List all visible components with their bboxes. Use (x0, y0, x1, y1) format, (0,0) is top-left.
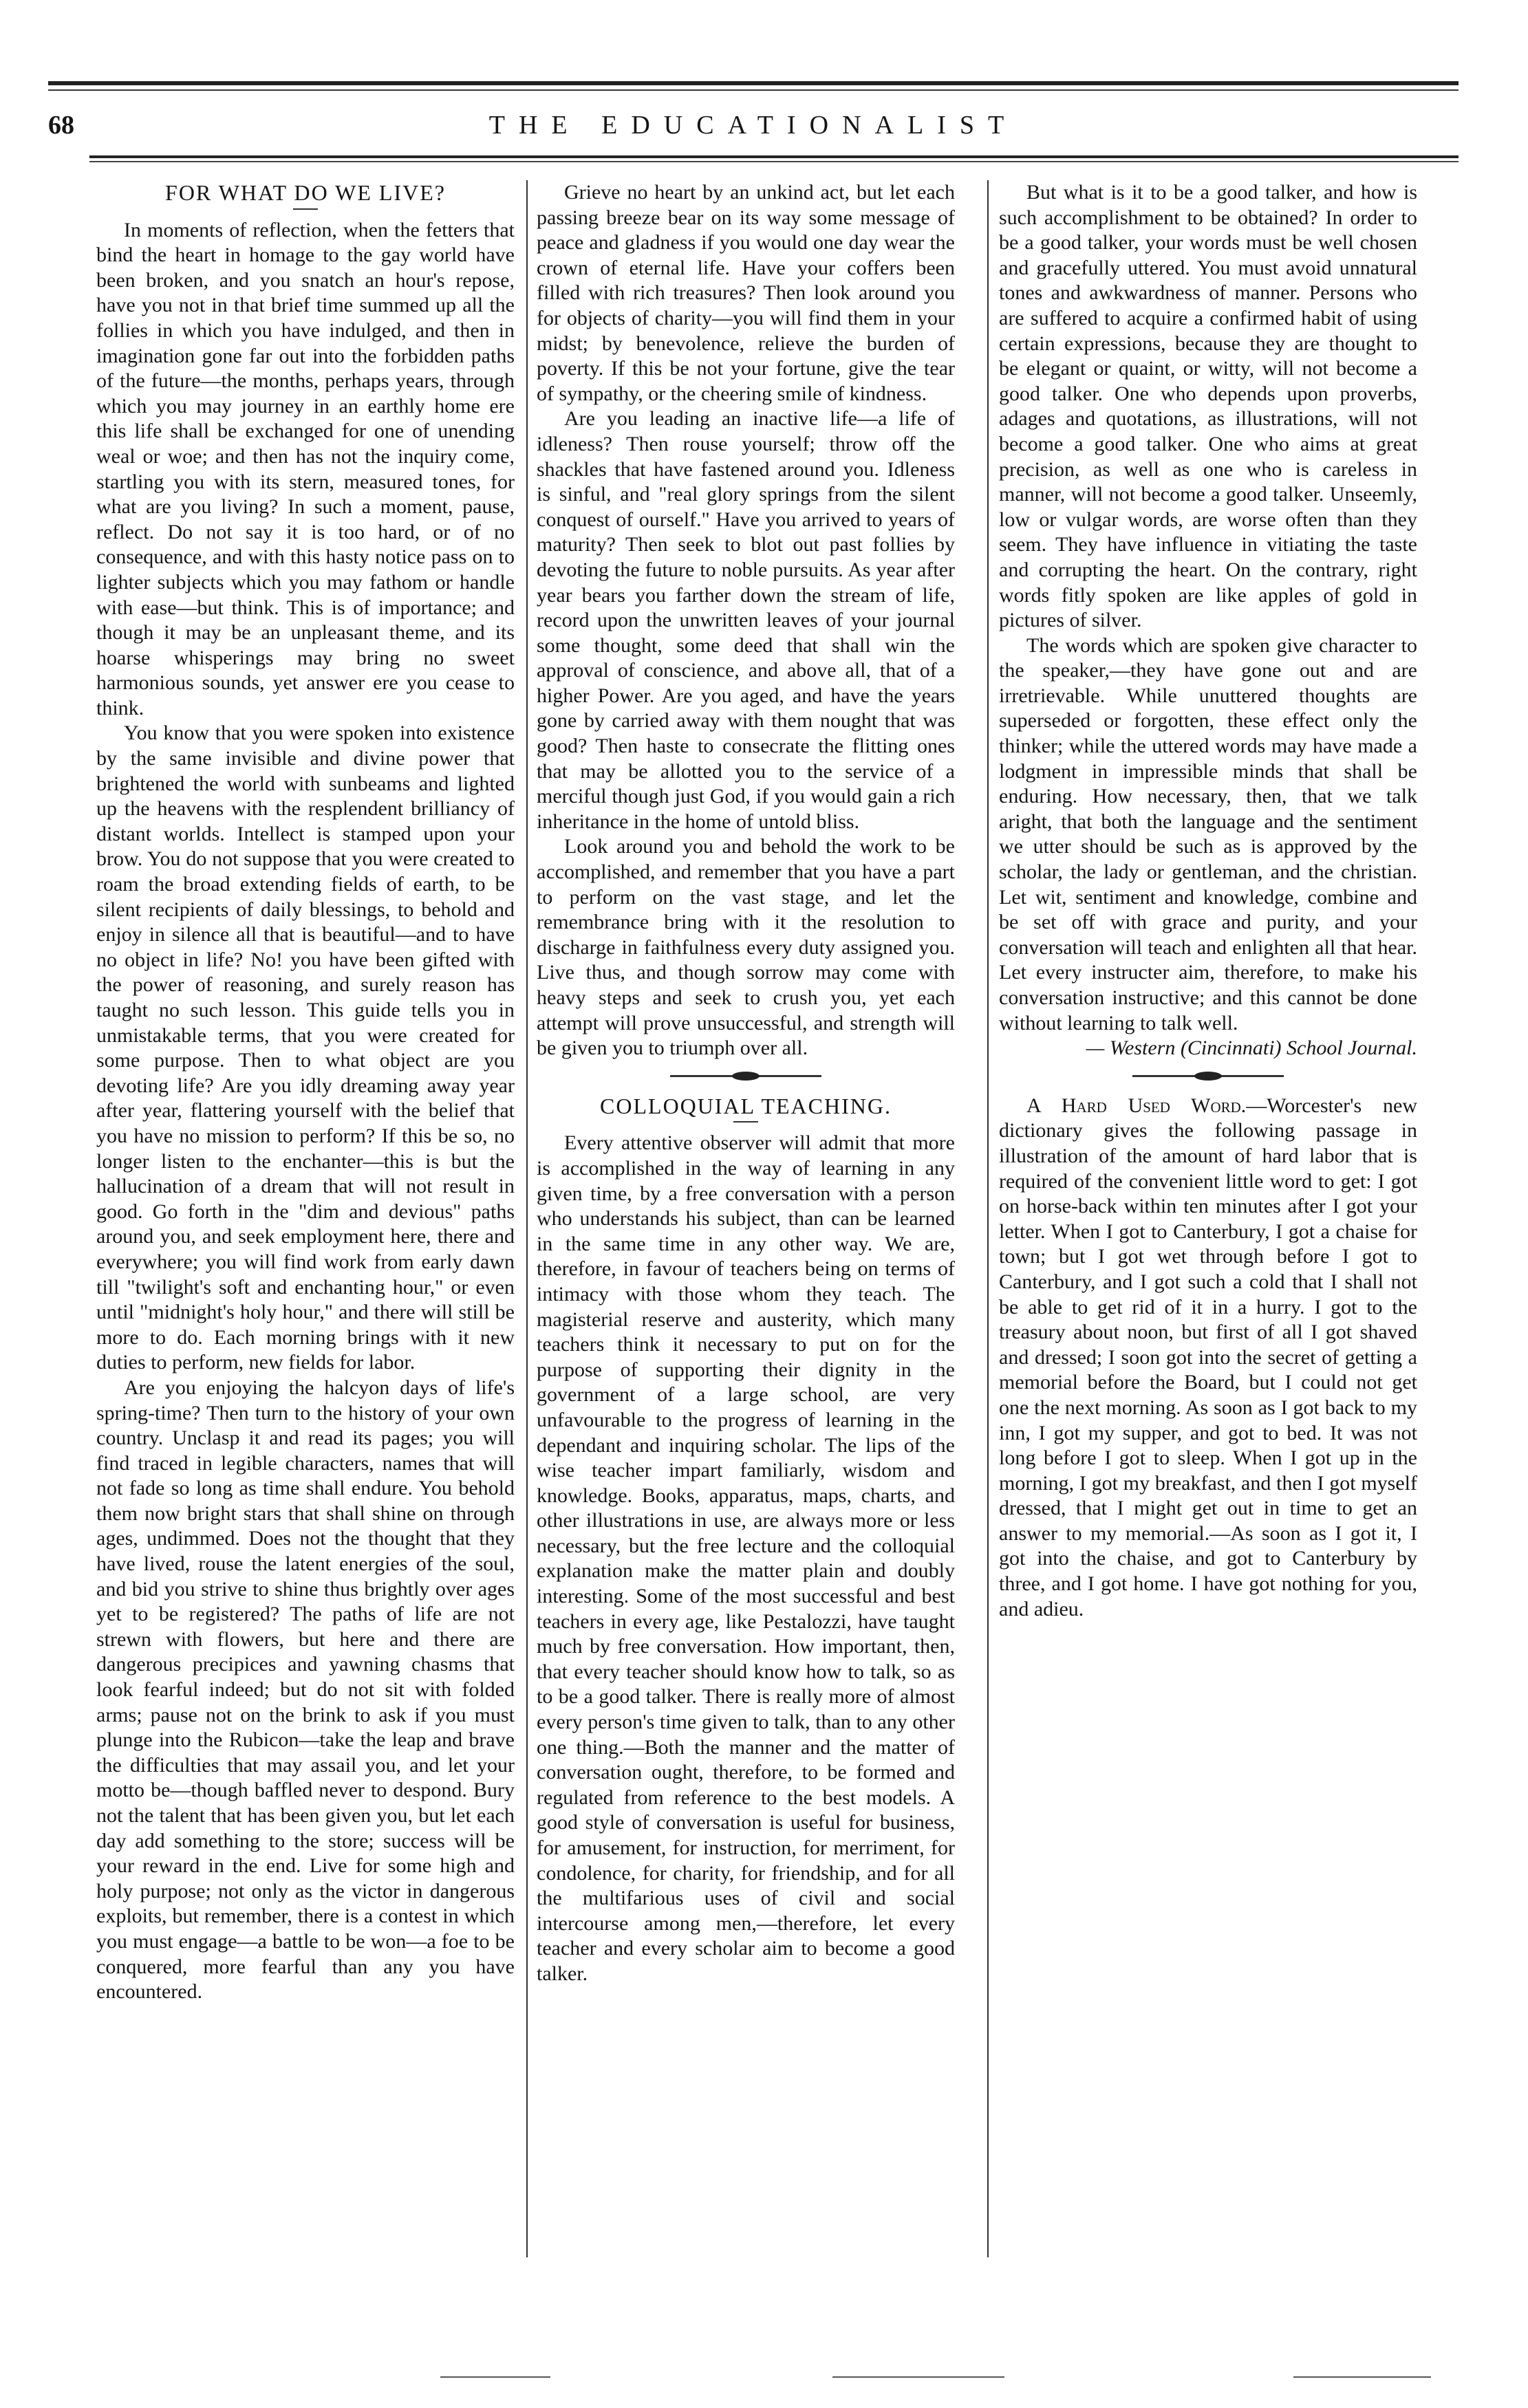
section-ornament (670, 1075, 821, 1077)
paragraph: The words which are spoken give character to the speaker,—they have gone out and are irretrievable. While unuttered thoughts are superseded or forgotten, these effect only the thinker; while the uttered words may have made a lodgment in impressible minds that shall be enduring. How necessary, then, that we talk aright, that both the language and the sentiment we utter should be such as is approved by the scholar, the lady or gentleman, and the christian. Let wit, sentiment and knowledge, combine and be set off with grace and purity, and your conversation will teach and enlighten all that hear. Let every instructer aim, therefore, to make his conversation instructive; and this cannot be done without learning to talk well. (999, 633, 1417, 1034)
paragraph: In moments of reflection, when the fetters that bind the heart in homage to the gay world have been broken, and you snatch an hour's repose, have you not in that brief time summed up all the follies in which you have indulged, and then in imagination gone far out into the forbidden paths of the future—the months, perhaps years, through which you may journey in an earthly home ere this life shall be exchanged for one of unending weal or woe; and then has not the inquiry come, startling you with its stern, measured tones, for what are you living? In such a moment, pause, reflect. Do not say it is too hard, or of no consequence, and with this hasty notice pass on to lighter subjects which you may fathom or handle with ease—but think. This is of importance; and though it may be an unpleasant theme, and its hoarse whisperings may bring no sweet harmonious sounds, yet answer ere you cease to think. (96, 218, 515, 719)
column-separator (526, 180, 528, 2257)
footer-rule (832, 2376, 1004, 2378)
paragraph: But what is it to be a good talker, and how is such accomplishment to be obtained? In order to be a good talker, your words must be well chosen and gracefully uttered. You must avoid unnatural tones and awkwardness of manner. Persons who are suffered to acquire a confirmed habit of using certain expressions, because they are thought to be elegant or quaint, or witty, will not become a good talker. One who depends upon proverbs, adages and quotations, as illustrations, will not become a good talker. One who aims at great precision, as well as one who is careless in manner, will not become a good talker. Unseemly, low or vulgar words, are worse often than they seem. They have influence in vitiating the taste and corrupting the heart. On the contrary, right words fitly spoken are like apples of gold in pictures of silver. (999, 181, 1417, 632)
top-rule-thin (48, 89, 1459, 91)
section-ornament (1132, 1075, 1284, 1077)
header-rule (89, 155, 1459, 158)
column-1 (96, 180, 515, 2005)
paragraph (999, 1094, 1417, 1622)
article-text: —Worcester's new dictionary gives the following passage in illustration of the amount of hard labor that is required of the convenient little word to get: I got on horse-back within ten minutes after I got your letter. When I got to Canterbury, I got a chaise for town; but I got wet through before I got to Canterbury, and I got such a cold that I shall not be able to get rid of it in a hurry. I got to the treasury about noon, but first of all I got shaved and dressed; I soon got into the secret of getting a memorial before the Board, but I could not get one the next morning. As soon as I got back to my inn, I got my supper, and got to bed. It was not long before I got to sleep. When I got up in the morning, I got my breakfast, and then I got myself dressed, that I might get out in time to get an answer to my memorial.—As soon as I got it, I got into the chaise, and got to Canterbury by three, and I got home. I have got nothing for you, and adieu. (999, 1094, 1417, 1620)
masthead: THE EDUCATIONALIST (488, 111, 1018, 140)
column-2-body-continued (537, 1131, 955, 1986)
paragraph: Are you enjoying the halcyon days of life's spring-time? Then turn to the history of your own country. Unclasp it and read its pages; you will find traced in legible characters, names that will not fade so long as time shall endure. You behold them now bright stars that shall shine on through ages, undimmed. Does not the thought that they have lived, rouse the latent energies of the soul, and bid you strive to shine thus brightly over ages yet to be registered? The paths of life are not strewn with flowers, but here and there are dangerous precipices and yawning chasms that look fearful indeed; but do not sit with folded arms; pause not on the brink to ask if you must plunge into the Rubicon—take the leap and brave the difficulties that may assail you, and let your motto be—though baffled never to despond. Bury not the talent that has been given you, but let each day add something to the store; success will be your reward in the end. Live for some high and holy purpose; not only as the victor in dangerous exploits, but remember, there is a contest in which you must engage—a battle to be won—a foe to be conquered, more fearful than any you have encountered. (96, 1376, 515, 2004)
footer-rule (1293, 2376, 1431, 2378)
column-3 (999, 180, 1417, 1622)
column-2 (537, 180, 955, 1987)
article-lead-in: A Hard Used Word. (1026, 1094, 1247, 1117)
article-title: COLLOQUIAL TEACHING. (600, 1093, 892, 1118)
page-header (48, 110, 1459, 158)
title-dash (293, 208, 318, 210)
paragraph: You know that you were spoken into existence by the same invisible and divine power that brightened the world with sunbeams and lighted up the heavens with the resplendent brilliancy of distant worlds. Intellect is stamped upon your brow. You do not suppose that you were created to roam the broad extending fields of earth, to be silent recipients of daily blessings, to behold and enjoy in silence all that is beautiful—and to have no object in life? No! you have been gifted with the power of reasoning, and surely reason has taught no such lesson. This guide tells you in unmistakable terms, that you were created for some purpose. Then to what object are you devoting life? Are you idly dreaming away year after year, flattering yourself with the belief that you have no mission to perform? If this be so, no longer listen to the enchanter—this is but the hallucination of a dream that will not result in good. Go forth in the "dim and devious" paths around you, and seek employment here, there and everywhere; you will find work from early dawn till "twilight's soft and enchanting hour," or even until "midnight's holy hour," and there will still be more to do. Each morning brings with it new duties to perform, new fields for labor. (96, 722, 515, 1374)
column-1-body (96, 218, 515, 2005)
article-credit: — Western (Cincinnati) School Journal. (1086, 1037, 1417, 1060)
paragraph: Grieve no heart by an unkind act, but let each passing breeze bear on its way some message of peace and gladness if you would one day wear the crown of eternal life. Have your coffers been filled with rich treasures? Then look around you for objects of charity—you will find them in your midst; by benevolence, relieve the burden of poverty. If this be not your fortune, give the tear of sympathy, or the cheering smile of kindness. (537, 181, 955, 405)
column-separator (987, 180, 989, 2257)
paragraph: Look around you and behold the work to be accomplished, and remember that you have a part to perform on the vast stage, and let the remembrance bring with it the resolution to discharge in faithfulness every duty assigned you. Live thus, and though sorrow may come with heavy steps and seek to crush you, yet each attempt will prove unsuccessful, and strength will be given you to triumph over all. (537, 835, 955, 1060)
page-number: 68 (48, 111, 74, 140)
footer-rule (440, 2376, 550, 2378)
header-rule-thin (89, 161, 1459, 162)
paragraph: Every attentive observer will admit that more is accomplished in the way of learning in any given time, by a free conversation with a person who understands his subject, than can be learned in the same time in any other way. We are, therefore, in favour of teachers being on terms of intimacy with those whom they teach. The magisterial reserve and austerity, which many teachers think it necessary to put on for the purpose of supporting their dignity in the government of a large school, are very unfavourable to the progress of learning in the dependant and inquiring scholar. The lips of the wise teacher impart familiarly, wisdom and knowledge. Books, apparatus, maps, charts, and other illustrations in use, are always more or less necessary, but the free lecture and the colloquial explanation make the matter plain and doubly interesting. Some of the most successful and best teachers in every age, like Pestalozzi, have taught much by free conversation. How important, then, that every teacher should know how to talk, so as to be a good talker. There is really more of almost every person's time given to talk, than to any other one thing.—Both the manner and the matter of conversation ought, therefore, to be formed and regulated from reference to the best models. A good style of conversation is useful for business, for amusement, for instruction, for merriment, for condolence, for charity, for friendship, and for all the multifarious uses of civil and social intercourse among men,—therefore, let every teacher and every scholar aim to become a good talker. (537, 1131, 955, 1985)
paragraph: Are you leading an inactive life—a life of idleness? Then rouse yourself; throw off the shackles that have fastened around you. Idleness is sinful, and "real glory springs from the silent conquest of ourself." Have you arrived to years of maturity? Then seek to blot out past follies by devoting the future to noble pursuits. As year after year bears you farther down the stream of life, record upon the unwritten leaves of your journal some thought, some deed that shall win the approval of conscience, and above all, that of a higher Power. Are you aged, and have the years gone by carried away with them nought that was good? Then haste to consecrate the flitting ones that may be allotted you to the service of a merciful though just God, if you would gain a rich inheritance in the home of untold bliss. (537, 407, 955, 833)
top-rule (48, 81, 1459, 85)
column-2-body (537, 180, 955, 1061)
column-3-body (999, 180, 1417, 1036)
title-dash (733, 1121, 758, 1122)
article-title: FOR WHAT DO WE LIVE? (165, 180, 446, 205)
